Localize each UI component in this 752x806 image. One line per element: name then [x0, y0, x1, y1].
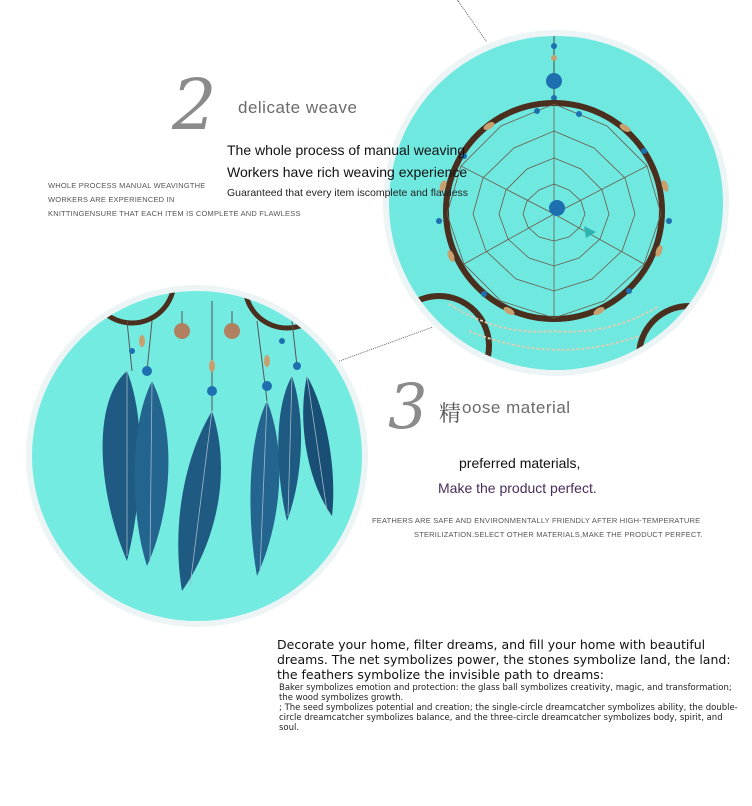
section-number-2: 2 [172, 64, 217, 146]
description-detail-1: Baker symbolizes emotion and protection: the glass ball symbolizes creativity, magic, and transformation; the wood symbolizes growth. [279, 683, 732, 703]
section2-caption-3: KNITTINGENSURE THAT EACH ITEM IS COMPLETE AND FLAWLESS [48, 209, 301, 218]
section-title-choose-material: oose material [462, 398, 571, 417]
section3-title-glyph: 精 [439, 401, 462, 426]
description-main: Decorate your home, filter dreams, and fill your home with beautiful dreams. The net symbolizes power, the stones symbolize land, the land: the feathers symbolize the invisible path to dreams: [277, 637, 731, 682]
connector-line-middle [338, 327, 432, 362]
section3-line-1: preferred materials, [459, 455, 581, 471]
description-detail-2: ; The seed symbolizes potential and creation; the single-circle dreamcatcher symbolizes ability, the double-circle dreamcatcher symbolizes balance, and the three-circle dreamcatcher symbolizes body, spirit, and soul. [279, 703, 738, 733]
section3-caption-1: FEATHERS ARE SAFE AND ENVIRONMENTALLY FRIENDLY AFTER HIGH-TEMPERATURE [372, 516, 701, 525]
section3-line-2: Make the product perfect. [438, 480, 597, 496]
dreamcatcher-illustration [389, 36, 723, 370]
section2-caption-1: WHOLE PROCESS MANUAL WEAVINGTHE [48, 181, 206, 190]
dreamcatcher-photo-circle [383, 30, 729, 376]
feathers-photo-circle [26, 285, 368, 627]
feathers-illustration [32, 291, 362, 621]
section-number-3: 3 [388, 370, 428, 443]
section2-line-3: Guaranteed that every item iscomplete and flawless [227, 187, 469, 199]
section2-line-1: The whole process of manual weaving [227, 142, 466, 158]
connector-line-top [457, 0, 486, 42]
description-details [279, 683, 744, 733]
section3-caption-2: STERILIZATION.SELECT OTHER MATERIALS,MAKE THE PRODUCT PERFECT. [414, 530, 703, 539]
section2-caption-2: WORKERS ARE EXPERIENCED IN [48, 195, 175, 204]
section-title-delicate-weave: delicate weave [238, 98, 358, 117]
section2-line-2: Workers have rich weaving experience [227, 164, 468, 180]
